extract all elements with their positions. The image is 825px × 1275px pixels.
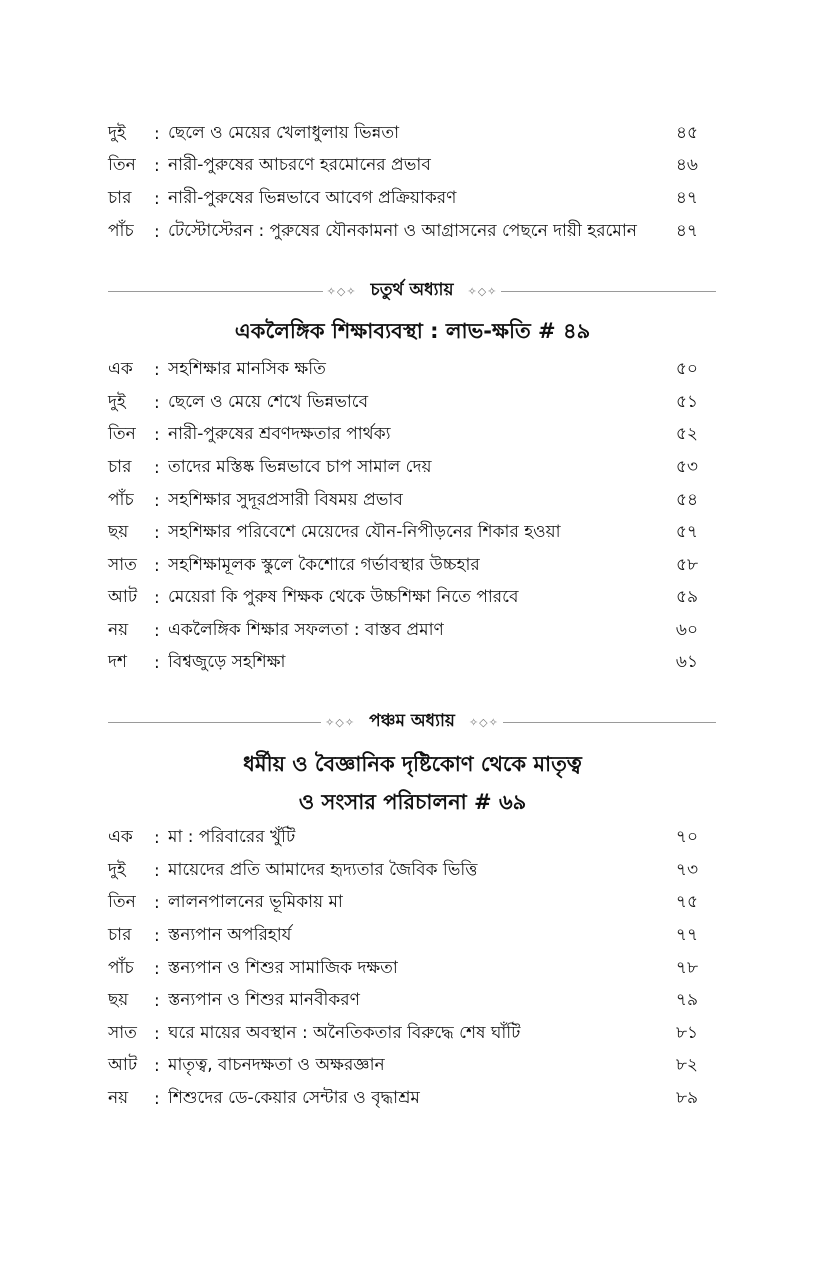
toc-entry [108,150,698,182]
toc-entry [108,550,698,582]
entry-separator: : [154,1024,160,1044]
entry-title: লালনপালনের ভূমিকায় মা [168,892,343,912]
entry-page-number: ৭৫ [675,892,698,912]
divider-line [503,722,716,723]
entry-title: মেয়েরা কি পুরুষ শিক্ষক থেকে উচ্চশিক্ষা নিতে পারবে [168,587,519,607]
toc-entry [108,1050,698,1082]
entry-ordinal: দুই [108,392,126,412]
entry-page-number: ৫৮ [675,555,698,575]
ornament-icon: ✧◇✧ [326,284,357,298]
toc-entry [108,183,698,215]
divider-line [501,291,716,292]
entry-separator: : [154,523,160,543]
entry-separator: : [154,1056,160,1076]
toc-entry [108,1018,698,1050]
entry-page-number: ৪৭ [675,188,698,208]
chapter-label: চতুর্থ অধ্যায় [370,280,454,300]
entry-page-number: ৭৮ [675,958,698,978]
entry-page-number: ৫০ [675,359,698,379]
entry-ordinal: সাত [108,555,137,575]
divider-line [108,291,323,292]
toc-entry [108,647,698,679]
entry-separator: : [154,893,160,913]
entry-separator: : [154,124,160,144]
entry-page-number: ৫৩ [675,457,698,477]
toc-entry [108,517,698,549]
entry-ordinal: চার [108,188,132,208]
entry-separator: : [154,588,160,608]
divider-line [108,722,321,723]
entry-page-number: ৮১ [675,1023,698,1043]
entry-title: স্তন্যপান ও শিশুর সামাজিক দক্ষতা [168,958,398,978]
chapter-title-line-2: ও সংসার পরিচালনা # ৬৯ [298,790,527,814]
entry-title: বিশ্বজুড়ে সহশিক্ষা [168,652,286,672]
toc-entry [108,855,698,887]
entry-title: ছেলে ও মেয়ে শেখে ভিন্নভাবে [168,392,369,412]
toc-entry [108,985,698,1017]
entry-page-number: ৬১ [675,652,698,672]
entry-title: সহশিক্ষামূলক স্কুলে কৈশোরে গর্ভাবস্থার উচ্চহার [168,555,480,575]
entry-title: একলৈঙ্গিক শিক্ষার সফলতা : বাস্তব প্রমাণ [168,620,444,640]
entry-page-number: ৫১ [675,392,698,412]
entry-title: স্তন্যপান অপরিহার্য [168,925,292,945]
entry-ordinal: পাঁচ [108,490,134,510]
toc-entry [108,452,698,484]
entry-separator: : [154,156,160,176]
toc-entry [108,822,698,854]
entry-separator: : [154,653,160,673]
entry-separator: : [154,491,160,511]
entry-ordinal: আট [108,1055,138,1075]
entry-page-number: ৫৯ [675,587,698,607]
entry-separator: : [154,926,160,946]
ornament-icon: ✧◇✧ [468,715,499,729]
toc-entry [108,1083,698,1115]
entry-page-number: ৫২ [675,424,698,444]
entry-page-number: ৪৭ [675,221,698,241]
entry-ordinal: নয় [108,1088,129,1108]
entry-title: মায়েদের প্রতি আমাদের হৃদ্যতার জৈবিক ভিত্তি [168,860,478,880]
entry-page-number: ৭৯ [675,990,698,1010]
chapter-title: একলৈঙ্গিক শিক্ষাব্যবস্থা : লাভ-ক্ষতি # ৪৯ [234,319,591,343]
entry-title: স্তন্যপান ও শিশুর মানবীকরণ [168,990,360,1010]
toc-entry [108,216,698,248]
entry-title: সহশিক্ষার পরিবেশে মেয়েদের যৌন-নিপীড়নের শিকার হওয়া [168,522,561,542]
entry-title: নারী-পুরুষের ভিন্নভাবে আবেগ প্রক্রিয়াকরণ [168,188,457,208]
entry-page-number: ৪৫ [675,123,698,143]
entry-ordinal: নয় [108,620,129,640]
entry-title: মা : পরিবারের খুঁটি [168,827,296,847]
toc-entry [108,387,698,419]
entry-ordinal: আট [108,587,138,607]
entry-separator: : [154,991,160,1011]
toc-entry [108,953,698,985]
entry-ordinal: এক [108,359,133,379]
entry-page-number: ৫৭ [675,522,698,542]
entry-page-number: ৮৯ [675,1088,698,1108]
entry-ordinal: তিন [108,424,136,444]
entry-separator: : [154,959,160,979]
entry-page-number: ৮২ [675,1055,698,1075]
entry-title: টেস্টোস্টেরন : পুরুষের যৌনকামনা ও আগ্রাসনের পেছনে দায়ী হরমোন [168,221,637,241]
entry-title: ছেলে ও মেয়ের খেলাধুলায় ভিন্নতা [168,123,400,143]
toc-entry [108,354,698,386]
ornament-icon: ✧◇✧ [467,284,498,298]
chapter-divider [108,707,716,737]
chapter-label: পঞ্চম অধ্যায় [369,711,455,731]
chapter-divider [108,276,716,306]
entry-separator: : [154,393,160,413]
entry-title: শিশুদের ডে-কেয়ার সেন্টার ও বৃদ্ধাশ্রম [168,1088,420,1108]
entry-ordinal: তিন [108,155,136,175]
toc-entry [108,582,698,614]
entry-separator: : [154,621,160,641]
entry-ordinal: চার [108,457,132,477]
entry-ordinal: তিন [108,892,136,912]
entry-title: নারী-পুরুষের আচরণে হরমোনের প্রভাব [168,155,431,175]
entry-separator: : [154,1089,160,1109]
toc-entry [108,887,698,919]
ornament-icon: ✧◇✧ [325,715,356,729]
entry-page-number: ৭৭ [675,925,698,945]
entry-separator: : [154,360,160,380]
entry-separator: : [154,556,160,576]
entry-page-number: ৫৪ [675,490,698,510]
entry-ordinal: ছয় [108,522,129,542]
entry-page-number: ৬০ [675,620,698,640]
entry-ordinal: দশ [108,652,127,672]
toc-entry [108,920,698,952]
entry-page-number: ৭০ [675,827,698,847]
entry-page-number: ৪৬ [675,155,698,175]
entry-page-number: ৭৩ [675,860,698,880]
entry-ordinal: দুই [108,860,126,880]
entry-title: সহশিক্ষার মানসিক ক্ষতি [168,359,326,379]
entry-title: মাতৃত্ব, বাচনদক্ষতা ও অক্ষরজ্ঞান [168,1055,385,1075]
entry-ordinal: পাঁচ [108,221,134,241]
entry-ordinal: সাত [108,1023,137,1043]
toc-entry [108,118,698,150]
entry-ordinal: ছয় [108,990,129,1010]
entry-separator: : [154,222,160,242]
toc-entry [108,485,698,517]
entry-title: সহশিক্ষার সুদূরপ্রসারী বিষময় প্রভাব [168,490,403,510]
entry-ordinal: দুই [108,123,126,143]
entry-ordinal: এক [108,827,133,847]
toc-entry [108,615,698,647]
entry-title: নারী-পুরুষের শ্রবণদক্ষতার পার্থক্য [168,424,391,444]
entry-title: ঘরে মায়ের অবস্থান : অনৈতিকতার বিরুদ্ধে শেষ ঘাঁটি [168,1023,521,1043]
entry-ordinal: পাঁচ [108,958,134,978]
entry-separator: : [154,458,160,478]
entry-separator: : [154,861,160,881]
toc-entry [108,419,698,451]
entry-title: তাদের মস্তিষ্ক ভিন্নভাবে চাপ সামাল দেয় [168,457,432,477]
entry-ordinal: চার [108,925,132,945]
entry-separator: : [154,189,160,209]
entry-separator: : [154,828,160,848]
entry-separator: : [154,425,160,445]
chapter-title-line-1: ধর্মীয় ও বৈজ্ঞানিক দৃষ্টিকোণ থেকে মাতৃত্ব [243,752,582,776]
